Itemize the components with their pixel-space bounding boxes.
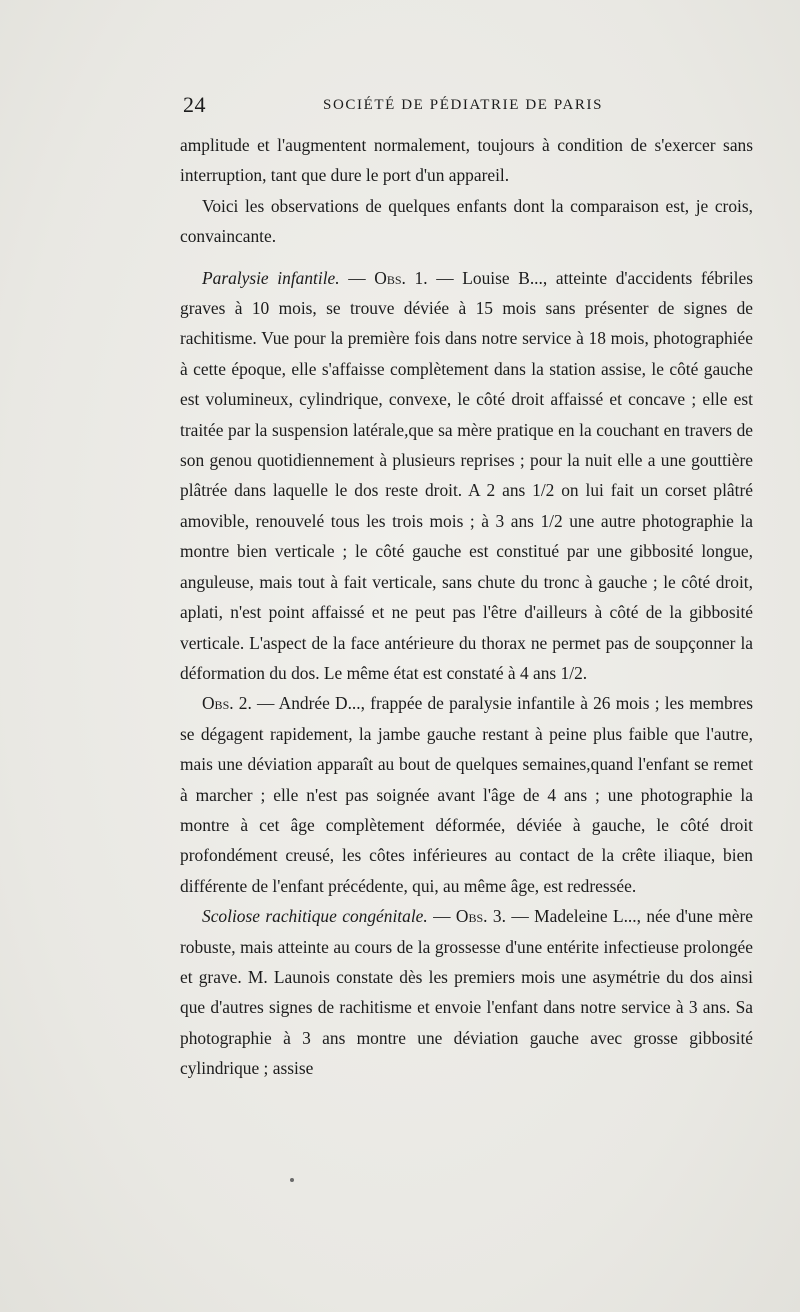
paragraph-continuation [180,130,753,191]
paragraph-text: 2. — Andrée D..., frappée de paralysie infantile à 26 mois ; les membres se dégagent rapidement, la jambe gauche restant à peine plus faible que l'autre, mais une déviation apparaît au bout de quelques semaines,quand l'enfant se remet à marcher ; elle n'est pas soignée avant l'âge de 4 ans ; une photographie la montre à cet âge complètement déformée, déviée à gauche, le côté droit profondément creusé, les côtes inférieures au contact de la crête iliaque, bien différente de l'enfant précédente, qui, au même âge, est redressée. [180,693,753,896]
page-header [183,92,753,122]
paragraph-obs-1: Paralysie infantile. — Obs. 1. — Louise B..., atteinte d'accidents fébriles graves à 10 mois, se trouve déviée à 15 mois sans présenter de signes de rachitisme. Vue pour la première fois dans notre service à 18 mois, photographiée à cette époque, elle s'affaisse complètement dans la station assise, le côté gauche est volumineux, cylindrique, convexe, le côté droit affaissé et concave ; elle est traitée par la suspension latérale,que sa mère pratique en la couchant en travers de son genou quotidiennement à plusieurs reprises ; pour la nuit elle a une gouttière plâtrée dans laquelle le dos reste droit. A 2 ans 1/2 on lui fait un corset plâtré amovible, renouvelé tous les trois mois ; à 3 ans 1/2 une autre photographie la montre bien verticale ; le côté gauche est constitué par une gibbosité longue, anguleuse, mais tout à fait verticale, sans chute du tronc à gauche ; le côté droit, aplati, n'est point affaissé et ne peut pas l'être d'ailleurs à côté de la gibbosité verticale. L'aspect de la face antérieure du thorax ne permet pas de soupçonner la déformation du dos. Le même état est constaté à 4 ans 1/2. [180,267,754,683]
paragraph-obs-3: Scoliose rachitique congénitale. — Obs. 3. — Madeleine L..., née d'une mère robuste, mais atteinte au cours de la grossesse d'une entérite infectieuse prolongée et grave. M. Launois constate dès les premiers mois une asymétrie du dos ainsi que d'autres signes de rachitisme et envoie l'enfant dans notre service à 3 ans. Sa photographie à 3 ans montre une déviation gauche avec grosse gibbosité cylindrique ; assise [180,906,753,1079]
obs-label: Obs. [455,906,488,927]
page-number: 24 [183,92,206,117]
paragraph-text: 1. — Louise B..., atteinte d'accidents fébriles graves à 10 mois, se trouve déviée à 15 mois sans présenter de signes de rachitisme. Vue pour la première fois dans notre service à 18 mois, photographiée à cette époque, elle s'affaisse complètement dans la station assise, le côté gauche est volumineux, cylindrique, convexe, le côté droit affaissé et concave ; elle est traitée par la suspension latérale,que sa mère pratique en la couchant en travers de son genou quotidiennement à plusieurs reprises ; pour la nuit elle a une gouttière plâtrée dans laquelle le dos reste droit. A 2 ans 1/2 on lui fait un corset plâtré amovible, renouvelé tous les trois mois ; à 3 ans 1/2 une autre photographie la montre bien verticale ; le côté gauche est constitué par une gibbosité longue, anguleuse, mais tout à fait verticale, sans chute du tronc à gauche ; le côté droit, aplati, n'est point affaissé et ne peut pas l'être d'ailleurs à côté de la gibbosité verticale. L'aspect de la face antérieure du thorax ne permet pas de soupçonner la déformation du dos. Le même état est constaté à 4 ans 1/2. [180,267,754,683]
section-heading: Scoliose rachitique congénitale. [202,906,428,927]
running-title: SOCIÉTÉ DE PÉDIATRIE DE PARIS [323,97,604,113]
paragraph-intro [180,191,753,252]
obs-label: Obs. [374,267,406,288]
paragraph-text: amplitude et l'augmentent normalement, toujours à condition de s'exercer sans interruption, tant que dure le port d'un appareil. [180,135,753,186]
paragraph-obs-2 [180,688,753,901]
obs-label: Obs. [202,693,234,714]
paragraph-text: Voici les observations de quelques enfants dont la comparaison est, je crois, convaincante. [180,195,753,247]
body-text [180,130,753,1084]
paragraph-text: 3. — Madeleine L..., née d'une mère robuste, mais atteinte au cours de la grossesse d'une entérite infectieuse prolongée et grave. M. Launois constate dès les premiers mois une asymétrie du dos ainsi que d'autres signes de rachitisme et envoie l'enfant dans notre service à 3 ans. Sa photographie à 3 ans montre une déviation gauche avec grosse gibbosité cylindrique ; assise [180,906,753,1079]
section-heading: Paralysie infantile. [202,267,340,288]
paper-speck [290,1178,294,1182]
